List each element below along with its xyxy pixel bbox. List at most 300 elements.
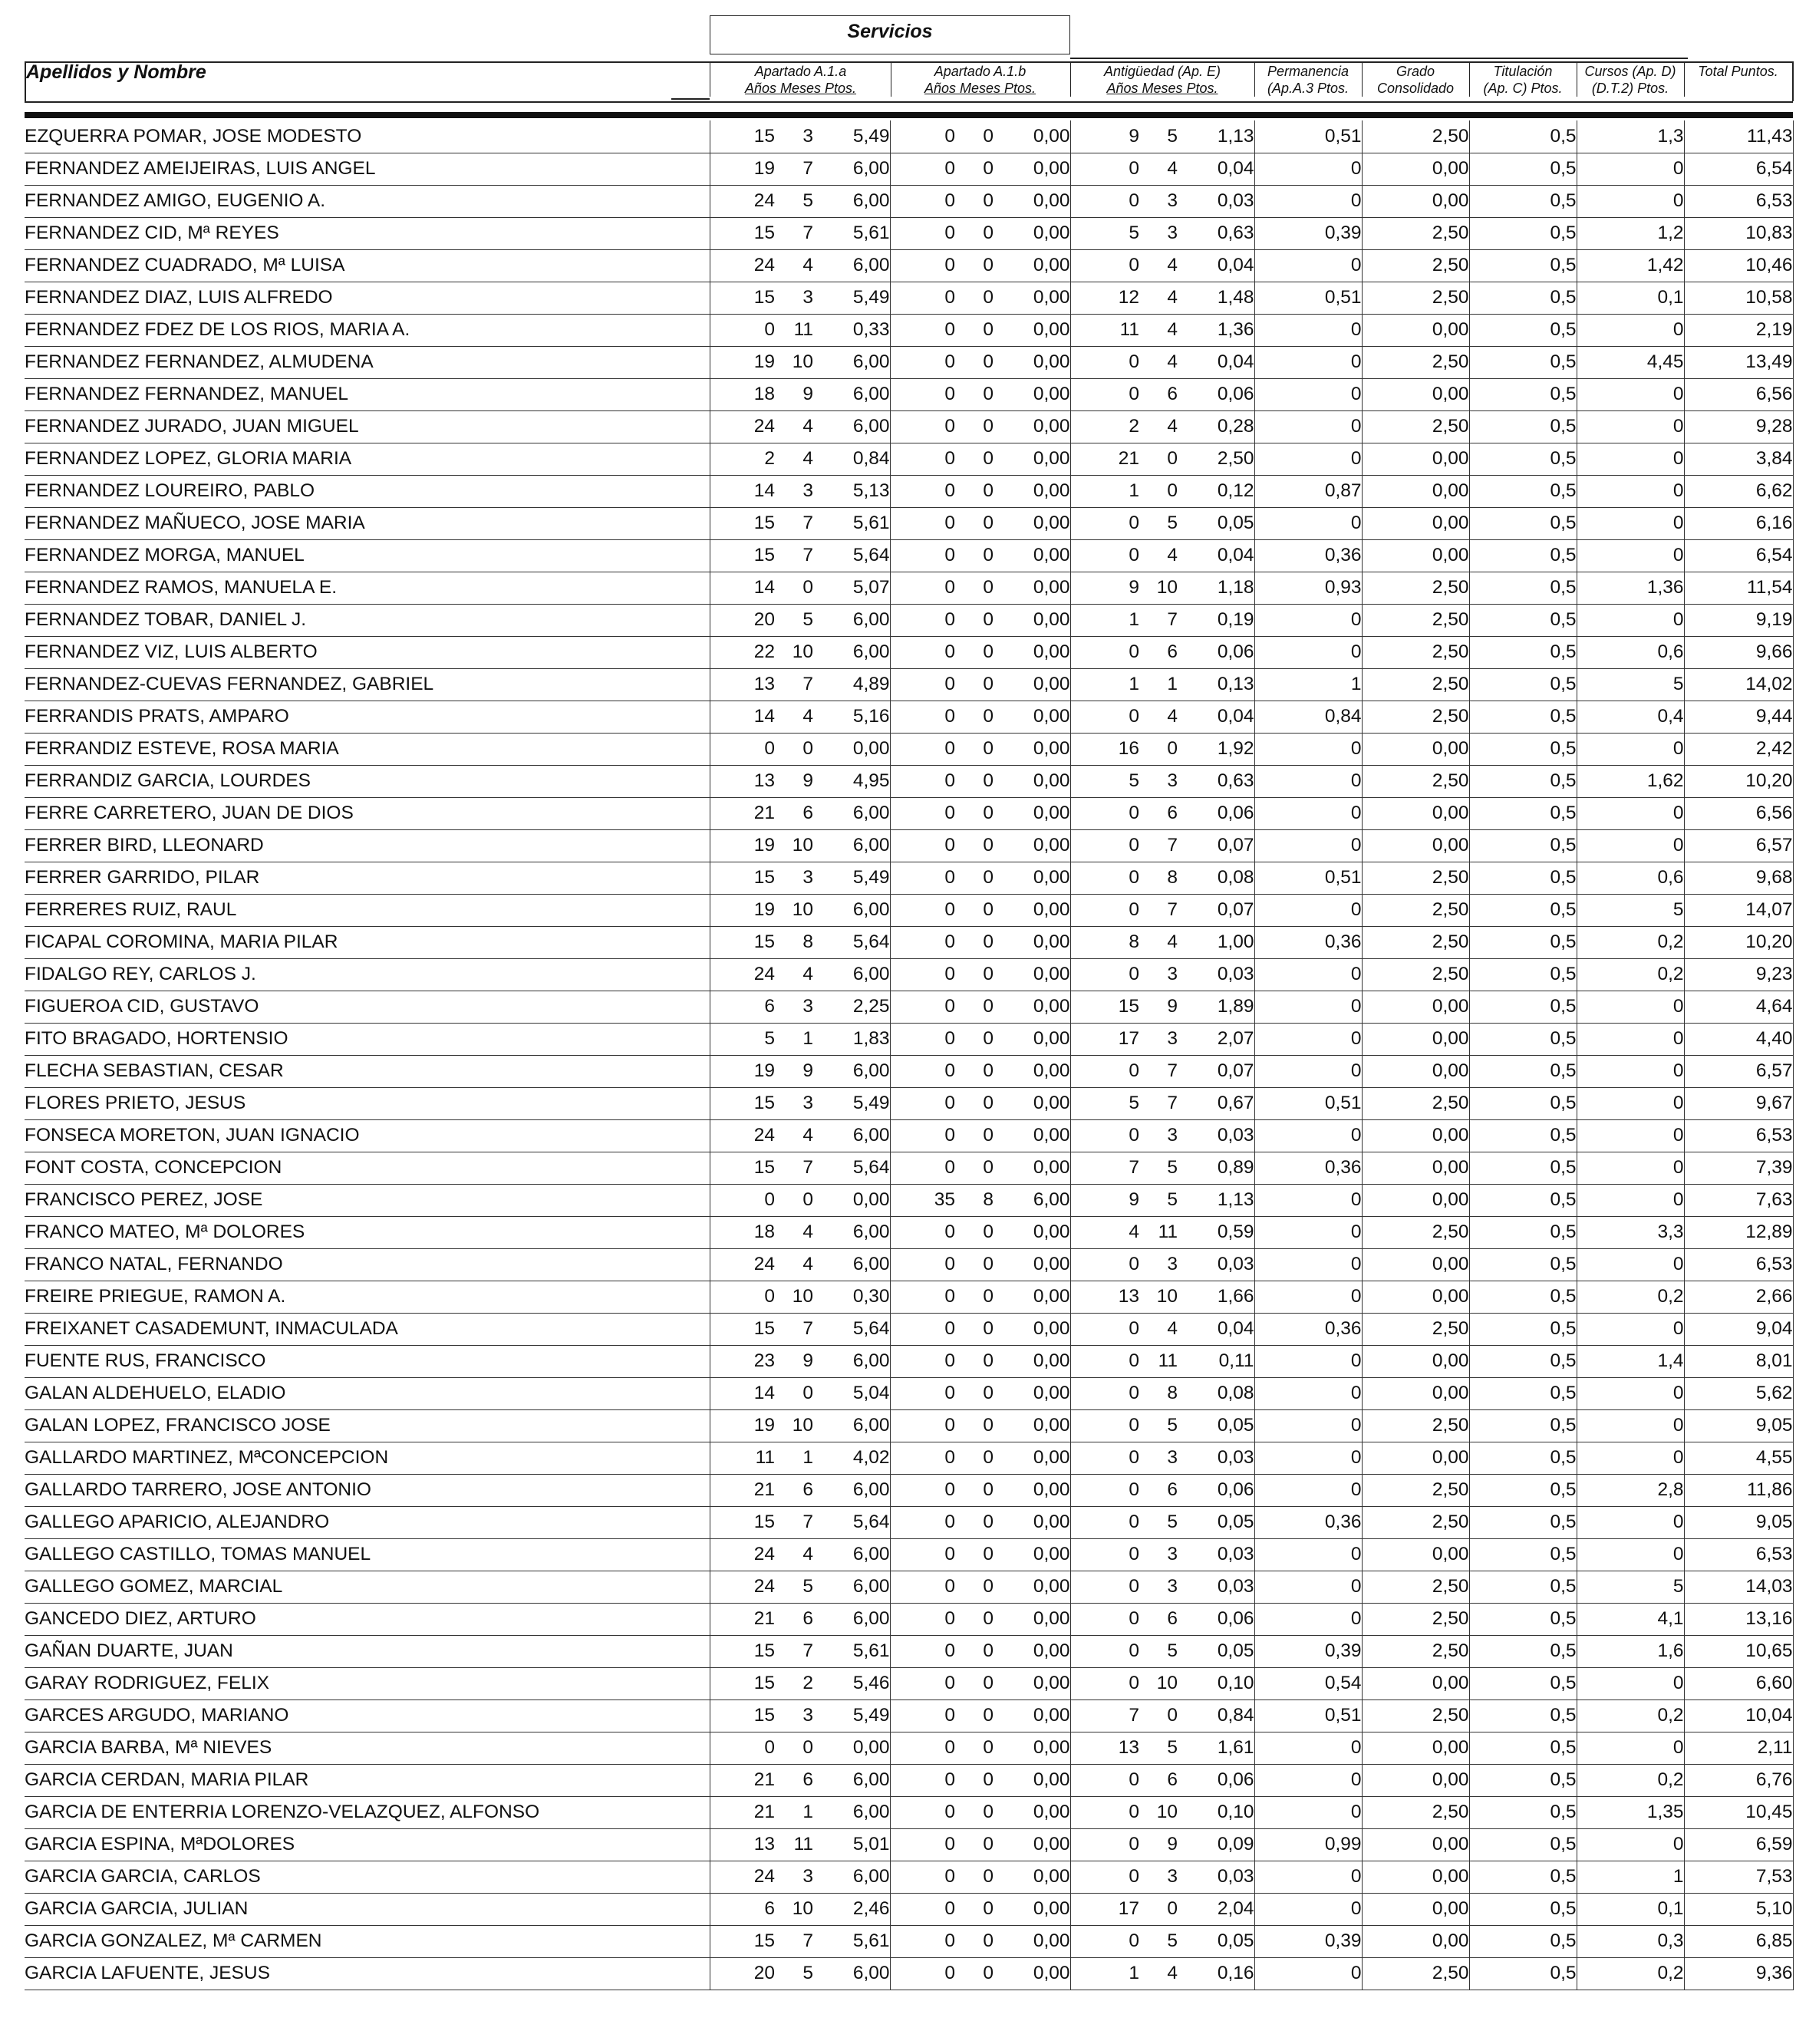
cell-grado: 0,00 [1362,1248,1469,1281]
cell-ant-anos: 0 [1070,1119,1139,1152]
cell-a1a-anos: 15 [710,1152,775,1184]
cell-total: 7,39 [1684,1152,1793,1184]
cell-titulacion: 0,5 [1469,314,1577,346]
cell-ant-ptos: 0,16 [1178,1957,1254,1990]
cell-a1b-anos: 0 [890,282,955,314]
cell-grado: 2,50 [1362,249,1469,282]
cell-ant-ptos: 0,06 [1178,636,1254,668]
cell-permanencia: 0 [1254,991,1362,1023]
cell-a1a-meses: 5 [775,185,813,217]
cell-a1a-anos: 21 [710,797,775,829]
cell-a1a-anos: 13 [710,668,775,701]
cell-cursos: 0 [1577,1184,1684,1216]
cell-permanencia: 0 [1254,1538,1362,1571]
cell-titulacion: 0,5 [1469,1893,1577,1925]
cell-a1b-anos: 0 [890,1506,955,1538]
cell-a1b-anos: 0 [890,1409,955,1442]
cell-a1a-anos: 5 [710,1023,775,1055]
cell-ant-anos: 0 [1070,1571,1139,1603]
cell-permanencia: 0 [1254,1119,1362,1152]
cell-grado: 2,50 [1362,1087,1469,1119]
cell-cursos: 1,4 [1577,1345,1684,1377]
cell-permanencia: 1 [1254,668,1362,701]
cell-a1a-anos: 19 [710,1409,775,1442]
cell-permanencia: 0 [1254,1023,1362,1055]
cell-ant-meses: 7 [1139,1055,1178,1087]
cell-a1b-anos: 0 [890,1313,955,1345]
cell-a1a-anos: 24 [710,249,775,282]
cell-ant-meses: 8 [1139,1377,1178,1409]
cell-ant-meses: 4 [1139,701,1178,733]
cell-grado: 0,00 [1362,378,1469,410]
cell-a1a-anos: 13 [710,765,775,797]
cell-ant-ptos: 1,13 [1178,1184,1254,1216]
cell-a1a-ptos: 6,00 [813,346,890,378]
cell-a1a-anos: 24 [710,1248,775,1281]
cell-grado: 0,00 [1362,797,1469,829]
cell-cursos: 5 [1577,1571,1684,1603]
cell-total: 4,40 [1684,1023,1793,1055]
cell-permanencia: 0,39 [1254,1635,1362,1667]
cell-titulacion: 0,5 [1469,797,1577,829]
cell-ant-anos: 12 [1070,282,1139,314]
cell-total: 11,43 [1684,120,1793,153]
cell-a1b-ptos: 0,00 [994,1248,1070,1281]
cell-name: FERNANDEZ DIAZ, LUIS ALFREDO [25,282,710,314]
col-header-a1a [710,63,891,97]
table-row [25,1538,1793,1571]
table-row [25,862,1793,894]
cell-a1b-meses: 0 [955,926,994,958]
cell-permanencia: 0 [1254,1732,1362,1764]
cell-permanencia: 0 [1254,1216,1362,1248]
cell-ant-meses: 3 [1139,765,1178,797]
cell-a1a-meses: 10 [775,1281,813,1313]
cell-a1b-anos: 0 [890,765,955,797]
table-row [25,378,1793,410]
cell-a1b-meses: 0 [955,1442,994,1474]
cell-a1a-anos: 15 [710,539,775,572]
cell-permanencia: 0 [1254,733,1362,765]
cell-permanencia: 0,36 [1254,539,1362,572]
cell-a1a-meses: 0 [775,572,813,604]
cell-cursos: 0,2 [1577,1957,1684,1990]
cell-a1b-anos: 0 [890,153,955,185]
cell-total: 6,53 [1684,1538,1793,1571]
cell-ant-meses: 0 [1139,1699,1178,1732]
cell-a1a-anos: 15 [710,1635,775,1667]
cell-titulacion: 0,5 [1469,378,1577,410]
table-row [25,1474,1793,1506]
cell-a1b-meses: 0 [955,314,994,346]
cell-ant-anos: 16 [1070,733,1139,765]
cell-cursos: 5 [1577,894,1684,926]
cell-a1b-anos: 0 [890,797,955,829]
cell-cursos: 0 [1577,1313,1684,1345]
table-row [25,314,1793,346]
cell-total: 4,55 [1684,1442,1793,1474]
cell-ant-meses: 7 [1139,829,1178,862]
cell-a1b-meses: 0 [955,765,994,797]
cell-a1a-ptos: 6,00 [813,1409,890,1442]
cell-a1b-ptos: 0,00 [994,1345,1070,1377]
cell-a1b-ptos: 0,00 [994,1764,1070,1796]
cell-permanencia: 0,87 [1254,475,1362,507]
cell-cursos: 0,6 [1577,636,1684,668]
cell-a1b-ptos: 0,00 [994,894,1070,926]
cell-a1a-meses: 9 [775,1055,813,1087]
cell-a1b-meses: 0 [955,958,994,991]
cell-grado: 0,00 [1362,1023,1469,1055]
cell-titulacion: 0,5 [1469,1313,1577,1345]
cell-ant-anos: 0 [1070,1828,1139,1861]
cell-titulacion: 0,5 [1469,1023,1577,1055]
cell-ant-anos: 13 [1070,1732,1139,1764]
cell-grado: 2,50 [1362,1603,1469,1635]
cell-a1b-ptos: 0,00 [994,378,1070,410]
cell-cursos: 1,42 [1577,249,1684,282]
cell-permanencia: 0 [1254,1796,1362,1828]
cell-a1a-meses: 11 [775,1828,813,1861]
cell-a1a-meses: 8 [775,926,813,958]
cell-total: 6,57 [1684,1055,1793,1087]
cell-a1b-anos: 0 [890,572,955,604]
cell-ant-anos: 0 [1070,1313,1139,1345]
cell-a1b-meses: 0 [955,1152,994,1184]
cell-titulacion: 0,5 [1469,1216,1577,1248]
col-header-a1b-sub: Años Meses Ptos. [924,81,1036,96]
cell-a1b-anos: 0 [890,991,955,1023]
cell-a1a-ptos: 5,64 [813,926,890,958]
cell-ant-meses: 5 [1139,507,1178,539]
cell-ant-ptos: 0,04 [1178,153,1254,185]
cell-total: 12,89 [1684,1216,1793,1248]
cell-permanencia: 0 [1254,1248,1362,1281]
cell-ant-ptos: 0,06 [1178,797,1254,829]
cell-a1b-meses: 0 [955,1506,994,1538]
cell-a1a-anos: 18 [710,378,775,410]
cell-a1b-ptos: 0,00 [994,1732,1070,1764]
cell-ant-anos: 7 [1070,1699,1139,1732]
cell-ant-meses: 6 [1139,378,1178,410]
cell-a1b-ptos: 0,00 [994,314,1070,346]
cell-ant-anos: 0 [1070,701,1139,733]
cell-cursos: 0 [1577,829,1684,862]
cell-a1b-anos: 0 [890,314,955,346]
cell-ant-ptos: 1,48 [1178,282,1254,314]
cell-cursos: 2,8 [1577,1474,1684,1506]
cell-ant-ptos: 2,50 [1178,443,1254,475]
cell-name: FERNANDEZ FERNANDEZ, MANUEL [25,378,710,410]
table-row [25,1345,1793,1377]
cell-a1a-meses: 4 [775,1119,813,1152]
cell-name: FERNANDEZ LOUREIRO, PABLO [25,475,710,507]
cell-a1b-ptos: 0,00 [994,1699,1070,1732]
cell-name: FERNANDEZ RAMOS, MANUELA E. [25,572,710,604]
col-header-permanencia-title: Permanencia [1267,64,1349,79]
cell-name: FREIXANET CASADEMUNT, INMACULADA [25,1313,710,1345]
cell-ant-ptos: 0,08 [1178,1377,1254,1409]
cell-permanencia: 0 [1254,1893,1362,1925]
cell-a1a-meses: 0 [775,733,813,765]
cell-titulacion: 0,5 [1469,604,1577,636]
cell-total: 9,04 [1684,1313,1793,1345]
cell-cursos: 1,35 [1577,1796,1684,1828]
cell-a1b-meses: 0 [955,1377,994,1409]
cell-a1a-ptos: 5,46 [813,1667,890,1699]
cell-a1b-ptos: 0,00 [994,1119,1070,1152]
cell-ant-ptos: 0,04 [1178,346,1254,378]
cell-name: GARCIA GONZALEZ, Mª CARMEN [25,1925,710,1957]
col-header-cursos-sub: (D.T.2) Ptos. [1591,81,1669,96]
cell-permanencia: 0,51 [1254,282,1362,314]
cell-name: GAÑAN DUARTE, JUAN [25,1635,710,1667]
cell-a1b-meses: 8 [955,1184,994,1216]
cell-titulacion: 0,5 [1469,1861,1577,1893]
cell-a1b-ptos: 0,00 [994,926,1070,958]
cell-ant-ptos: 0,13 [1178,668,1254,701]
cell-titulacion: 0,5 [1469,1152,1577,1184]
cell-a1b-anos: 0 [890,1216,955,1248]
cell-a1a-meses: 3 [775,1087,813,1119]
cell-ant-anos: 0 [1070,1345,1139,1377]
table-row [25,604,1793,636]
cell-ant-anos: 0 [1070,1442,1139,1474]
cell-name: FERNANDEZ FDEZ DE LOS RIOS, MARIA A. [25,314,710,346]
cell-ant-meses: 4 [1139,153,1178,185]
cell-grado: 2,50 [1362,1506,1469,1538]
cell-a1b-meses: 0 [955,797,994,829]
cell-ant-anos: 1 [1070,604,1139,636]
cell-total: 6,76 [1684,1764,1793,1796]
cell-permanencia: 0,84 [1254,701,1362,733]
cell-a1b-anos: 0 [890,217,955,249]
cell-a1b-meses: 0 [955,410,994,443]
cell-ant-meses: 3 [1139,1861,1178,1893]
cell-a1a-meses: 3 [775,120,813,153]
cell-a1a-ptos: 6,00 [813,249,890,282]
cell-a1a-ptos: 6,00 [813,1603,890,1635]
cell-permanencia: 0 [1254,378,1362,410]
cell-ant-ptos: 1,61 [1178,1732,1254,1764]
table-row [25,1248,1793,1281]
cell-permanencia: 0,51 [1254,1699,1362,1732]
cell-a1a-anos: 19 [710,153,775,185]
cell-a1b-ptos: 0,00 [994,1087,1070,1119]
cell-a1a-meses: 7 [775,1152,813,1184]
cell-cursos: 0 [1577,1119,1684,1152]
cell-titulacion: 0,5 [1469,1248,1577,1281]
cell-a1a-anos: 15 [710,1506,775,1538]
cell-a1a-ptos: 0,33 [813,314,890,346]
cell-a1a-anos: 24 [710,958,775,991]
cell-a1b-ptos: 0,00 [994,475,1070,507]
cell-name: GARCIA DE ENTERRIA LORENZO-VELAZQUEZ, ALFONSO [25,1796,710,1828]
cell-a1b-meses: 0 [955,1538,994,1571]
cell-a1b-ptos: 0,00 [994,1474,1070,1506]
table-row [25,894,1793,926]
cell-a1b-meses: 0 [955,604,994,636]
cell-a1a-meses: 4 [775,958,813,991]
cell-titulacion: 0,5 [1469,346,1577,378]
cell-a1a-anos: 0 [710,733,775,765]
cell-grado: 0,00 [1362,475,1469,507]
cell-ant-anos: 0 [1070,1925,1139,1957]
table-row [25,1667,1793,1699]
table-row [25,797,1793,829]
cell-grado: 0,00 [1362,1152,1469,1184]
cell-total: 7,53 [1684,1861,1793,1893]
cell-ant-meses: 8 [1139,862,1178,894]
cell-cursos: 4,45 [1577,346,1684,378]
cell-ant-meses: 4 [1139,926,1178,958]
cell-a1a-ptos: 6,00 [813,1957,890,1990]
cell-ant-anos: 0 [1070,1796,1139,1828]
cell-cursos: 0 [1577,1055,1684,1087]
cell-total: 11,54 [1684,572,1793,604]
cell-total: 10,83 [1684,217,1793,249]
cell-permanencia: 0,39 [1254,217,1362,249]
cell-a1a-anos: 24 [710,1538,775,1571]
cell-a1a-ptos: 6,00 [813,185,890,217]
cell-name: FERRANDIZ GARCIA, LOURDES [25,765,710,797]
cell-ant-meses: 4 [1139,539,1178,572]
cell-a1a-anos: 22 [710,636,775,668]
cell-total: 6,59 [1684,1828,1793,1861]
cell-permanencia: 0,36 [1254,1313,1362,1345]
cell-cursos: 0 [1577,991,1684,1023]
cell-a1b-anos: 0 [890,733,955,765]
cell-grado: 2,50 [1362,120,1469,153]
cell-a1b-meses: 0 [955,1281,994,1313]
table-row [25,701,1793,733]
cell-a1b-meses: 0 [955,1635,994,1667]
cell-a1a-ptos: 6,00 [813,1216,890,1248]
cell-total: 7,63 [1684,1184,1793,1216]
cell-a1a-ptos: 0,00 [813,733,890,765]
cell-ant-ptos: 0,28 [1178,410,1254,443]
cell-a1b-meses: 0 [955,991,994,1023]
cell-ant-anos: 0 [1070,862,1139,894]
cell-grado: 0,00 [1362,539,1469,572]
cell-name: FICAPAL COROMINA, MARIA PILAR [25,926,710,958]
cell-name: FERNANDEZ FERNANDEZ, ALMUDENA [25,346,710,378]
cell-permanencia: 0 [1254,1409,1362,1442]
cell-permanencia: 0 [1254,1184,1362,1216]
cell-ant-meses: 4 [1139,410,1178,443]
cell-ant-ptos: 1,92 [1178,733,1254,765]
cell-a1a-ptos: 6,00 [813,1538,890,1571]
cell-a1b-meses: 0 [955,829,994,862]
cell-ant-ptos: 0,11 [1178,1345,1254,1377]
cell-total: 9,05 [1684,1409,1793,1442]
cell-cursos: 0 [1577,507,1684,539]
table-row [25,443,1793,475]
cell-ant-anos: 1 [1070,475,1139,507]
cell-titulacion: 0,5 [1469,249,1577,282]
cell-grado: 0,00 [1362,1861,1469,1893]
table-row [25,1055,1793,1087]
cell-name: FLORES PRIETO, JESUS [25,1087,710,1119]
cell-titulacion: 0,5 [1469,1055,1577,1087]
cell-a1a-ptos: 0,00 [813,1732,890,1764]
cell-total: 14,07 [1684,894,1793,926]
cell-a1b-ptos: 0,00 [994,862,1070,894]
cell-titulacion: 0,5 [1469,1119,1577,1152]
cell-total: 6,53 [1684,185,1793,217]
cell-a1a-anos: 0 [710,1281,775,1313]
cell-a1b-anos: 0 [890,829,955,862]
table-row [25,958,1793,991]
cell-name: GALLARDO TARRERO, JOSE ANTONIO [25,1474,710,1506]
cell-name: FREIRE PRIEGUE, RAMON A. [25,1281,710,1313]
cell-ant-ptos: 0,05 [1178,1925,1254,1957]
table-row [25,1409,1793,1442]
cell-a1b-ptos: 0,00 [994,1603,1070,1635]
cell-cursos: 0 [1577,1377,1684,1409]
cell-permanencia: 0 [1254,1377,1362,1409]
cell-permanencia: 0 [1254,797,1362,829]
cell-ant-ptos: 0,12 [1178,475,1254,507]
cell-a1b-ptos: 0,00 [994,1023,1070,1055]
cell-titulacion: 0,5 [1469,1506,1577,1538]
table-row [25,991,1793,1023]
cell-ant-ptos: 0,63 [1178,765,1254,797]
cell-a1a-anos: 24 [710,185,775,217]
cell-a1b-meses: 0 [955,1732,994,1764]
cell-cursos: 0,2 [1577,1281,1684,1313]
cell-a1b-anos: 0 [890,1474,955,1506]
cell-a1a-meses: 3 [775,282,813,314]
cell-ant-ptos: 0,06 [1178,1603,1254,1635]
cell-a1a-meses: 4 [775,410,813,443]
cell-a1b-ptos: 0,00 [994,1313,1070,1345]
table-row [25,668,1793,701]
cell-a1b-meses: 0 [955,507,994,539]
cell-a1a-meses: 4 [775,249,813,282]
cell-grado: 0,00 [1362,1184,1469,1216]
cell-a1b-ptos: 0,00 [994,1925,1070,1957]
cell-a1a-meses: 3 [775,862,813,894]
cell-ant-ptos: 0,03 [1178,1248,1254,1281]
cell-a1b-meses: 0 [955,1828,994,1861]
cell-titulacion: 0,5 [1469,443,1577,475]
cell-name: FERNANDEZ AMEIJEIRAS, LUIS ANGEL [25,153,710,185]
cell-permanencia: 0,51 [1254,1087,1362,1119]
cell-a1b-ptos: 0,00 [994,701,1070,733]
col-header-permanencia [1254,63,1363,97]
cell-titulacion: 0,5 [1469,668,1577,701]
cell-a1b-anos: 0 [890,1023,955,1055]
cell-a1b-meses: 0 [955,1087,994,1119]
cell-cursos: 1,2 [1577,217,1684,249]
table-row [25,1377,1793,1409]
cell-a1b-meses: 0 [955,862,994,894]
servicios-header: Servicios [710,15,1070,54]
cell-ant-ptos: 0,07 [1178,1055,1254,1087]
cell-ant-anos: 15 [1070,991,1139,1023]
cell-a1a-meses: 5 [775,604,813,636]
cell-grado: 2,50 [1362,1796,1469,1828]
cell-ant-meses: 4 [1139,1957,1178,1990]
cell-a1b-ptos: 0,00 [994,1377,1070,1409]
cell-a1a-meses: 1 [775,1023,813,1055]
cell-total: 9,36 [1684,1957,1793,1990]
col-header-cursos-title: Cursos (Ap. D) [1584,64,1676,79]
cell-a1a-meses: 10 [775,636,813,668]
cell-a1a-meses: 7 [775,507,813,539]
cell-cursos: 0 [1577,1667,1684,1699]
